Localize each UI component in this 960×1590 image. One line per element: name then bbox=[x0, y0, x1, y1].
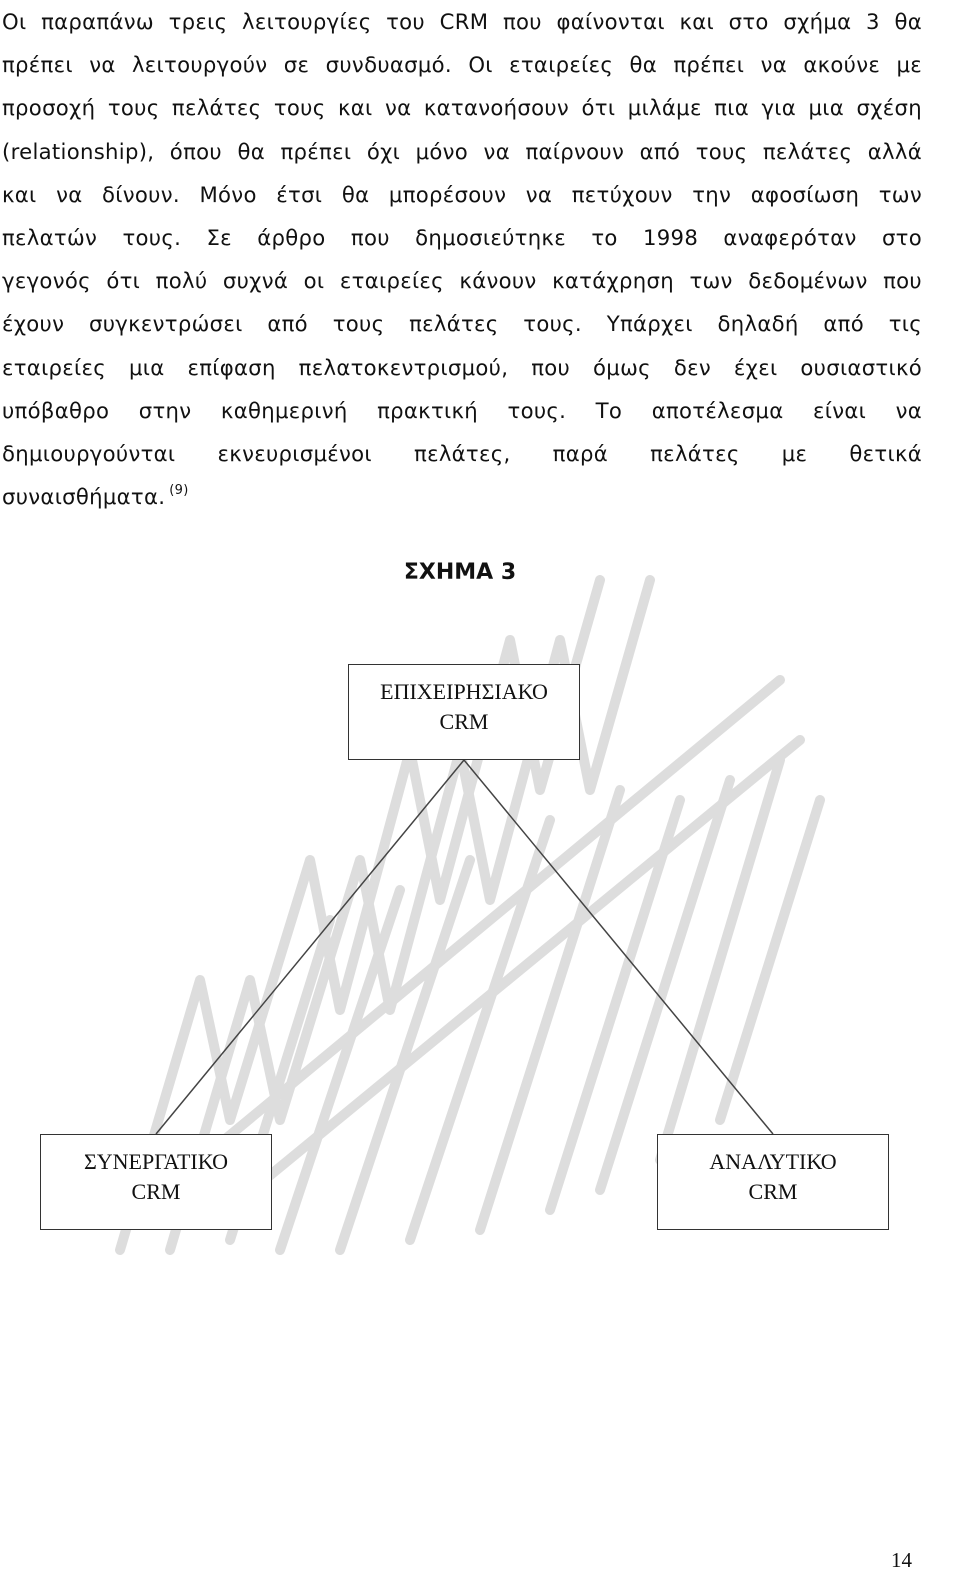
paragraph-line: (relationship), όπου θα πρέπει όχι μόνο να παίρνουν από τους πελάτες αλλά bbox=[2, 138, 922, 164]
connector-top-right bbox=[464, 760, 773, 1134]
box-label: CRM bbox=[131, 1179, 181, 1204]
paragraph-line: πελατών τους. Σε άρθρο που δημοσιεύτηκε το 1998 αναφερόταν στο bbox=[2, 224, 922, 250]
paragraph-line: Οι παραπάνω τρεις λειτουργίες του CRM που φαίνονται και στο σχήμα 3 θα bbox=[2, 9, 922, 34]
box-label: CRM bbox=[748, 1179, 798, 1204]
box-label: ΣΥΝΕΡΓΑΤΙΚΟ bbox=[83, 1149, 229, 1174]
figure-title: ΣΧΗΜΑ 3 bbox=[403, 560, 517, 585]
paragraph-line: δημιουργούνται εκνευρισμένοι πελάτες, παρά πελάτες με θετικά bbox=[2, 440, 922, 466]
box-label: ΑΝΑΛΥΤΙΚΟ bbox=[709, 1149, 837, 1174]
paragraph-line: υπόβαθρο στην καθημερινή πρακτική τους. Το αποτέλεσμα είναι να bbox=[2, 397, 922, 423]
box-label: ΕΠΙΧΕΙΡΗΣΙΑΚΟ bbox=[380, 679, 548, 704]
paragraph-line: πρέπει να λειτουργούν σε συνδυασμό. Οι εταιρείες θα πρέπει να ακούνε με bbox=[2, 52, 922, 78]
paragraph-line: εταιρείες μια επίφαση πελατοκεντρισμού, που όμως δεν έχει ουσιαστικό bbox=[2, 354, 922, 380]
paragraph-line: γεγονός ότι πολύ συχνά οι εταιρείες κάνουν κατάχρηση των δεδομένων που bbox=[2, 268, 922, 294]
paragraph-line: έχουν συγκεντρώσει από τους πελάτες τους. Υπάρχει δηλαδή από τις bbox=[2, 311, 922, 337]
collaborative-crm-box bbox=[40, 1134, 272, 1230]
connector-top-left bbox=[156, 760, 464, 1134]
paragraph-line: προσοχή τους πελάτες τους και να κατανοήσουν ότι μιλάμε πια για μια σχέση bbox=[2, 95, 922, 121]
citation-reference: (9) bbox=[169, 483, 189, 499]
analytical-crm-box bbox=[657, 1134, 889, 1230]
paragraph-line-text: συναισθήματα. bbox=[2, 484, 166, 510]
operational-crm-box bbox=[348, 664, 580, 760]
box-label: CRM bbox=[439, 709, 489, 734]
paragraph-line: και να δίνουν. Μόνο έτσι θα μπορέσουν να πετύχουν την αφοσίωση των bbox=[2, 181, 922, 207]
page-number: 14 bbox=[891, 1548, 912, 1572]
